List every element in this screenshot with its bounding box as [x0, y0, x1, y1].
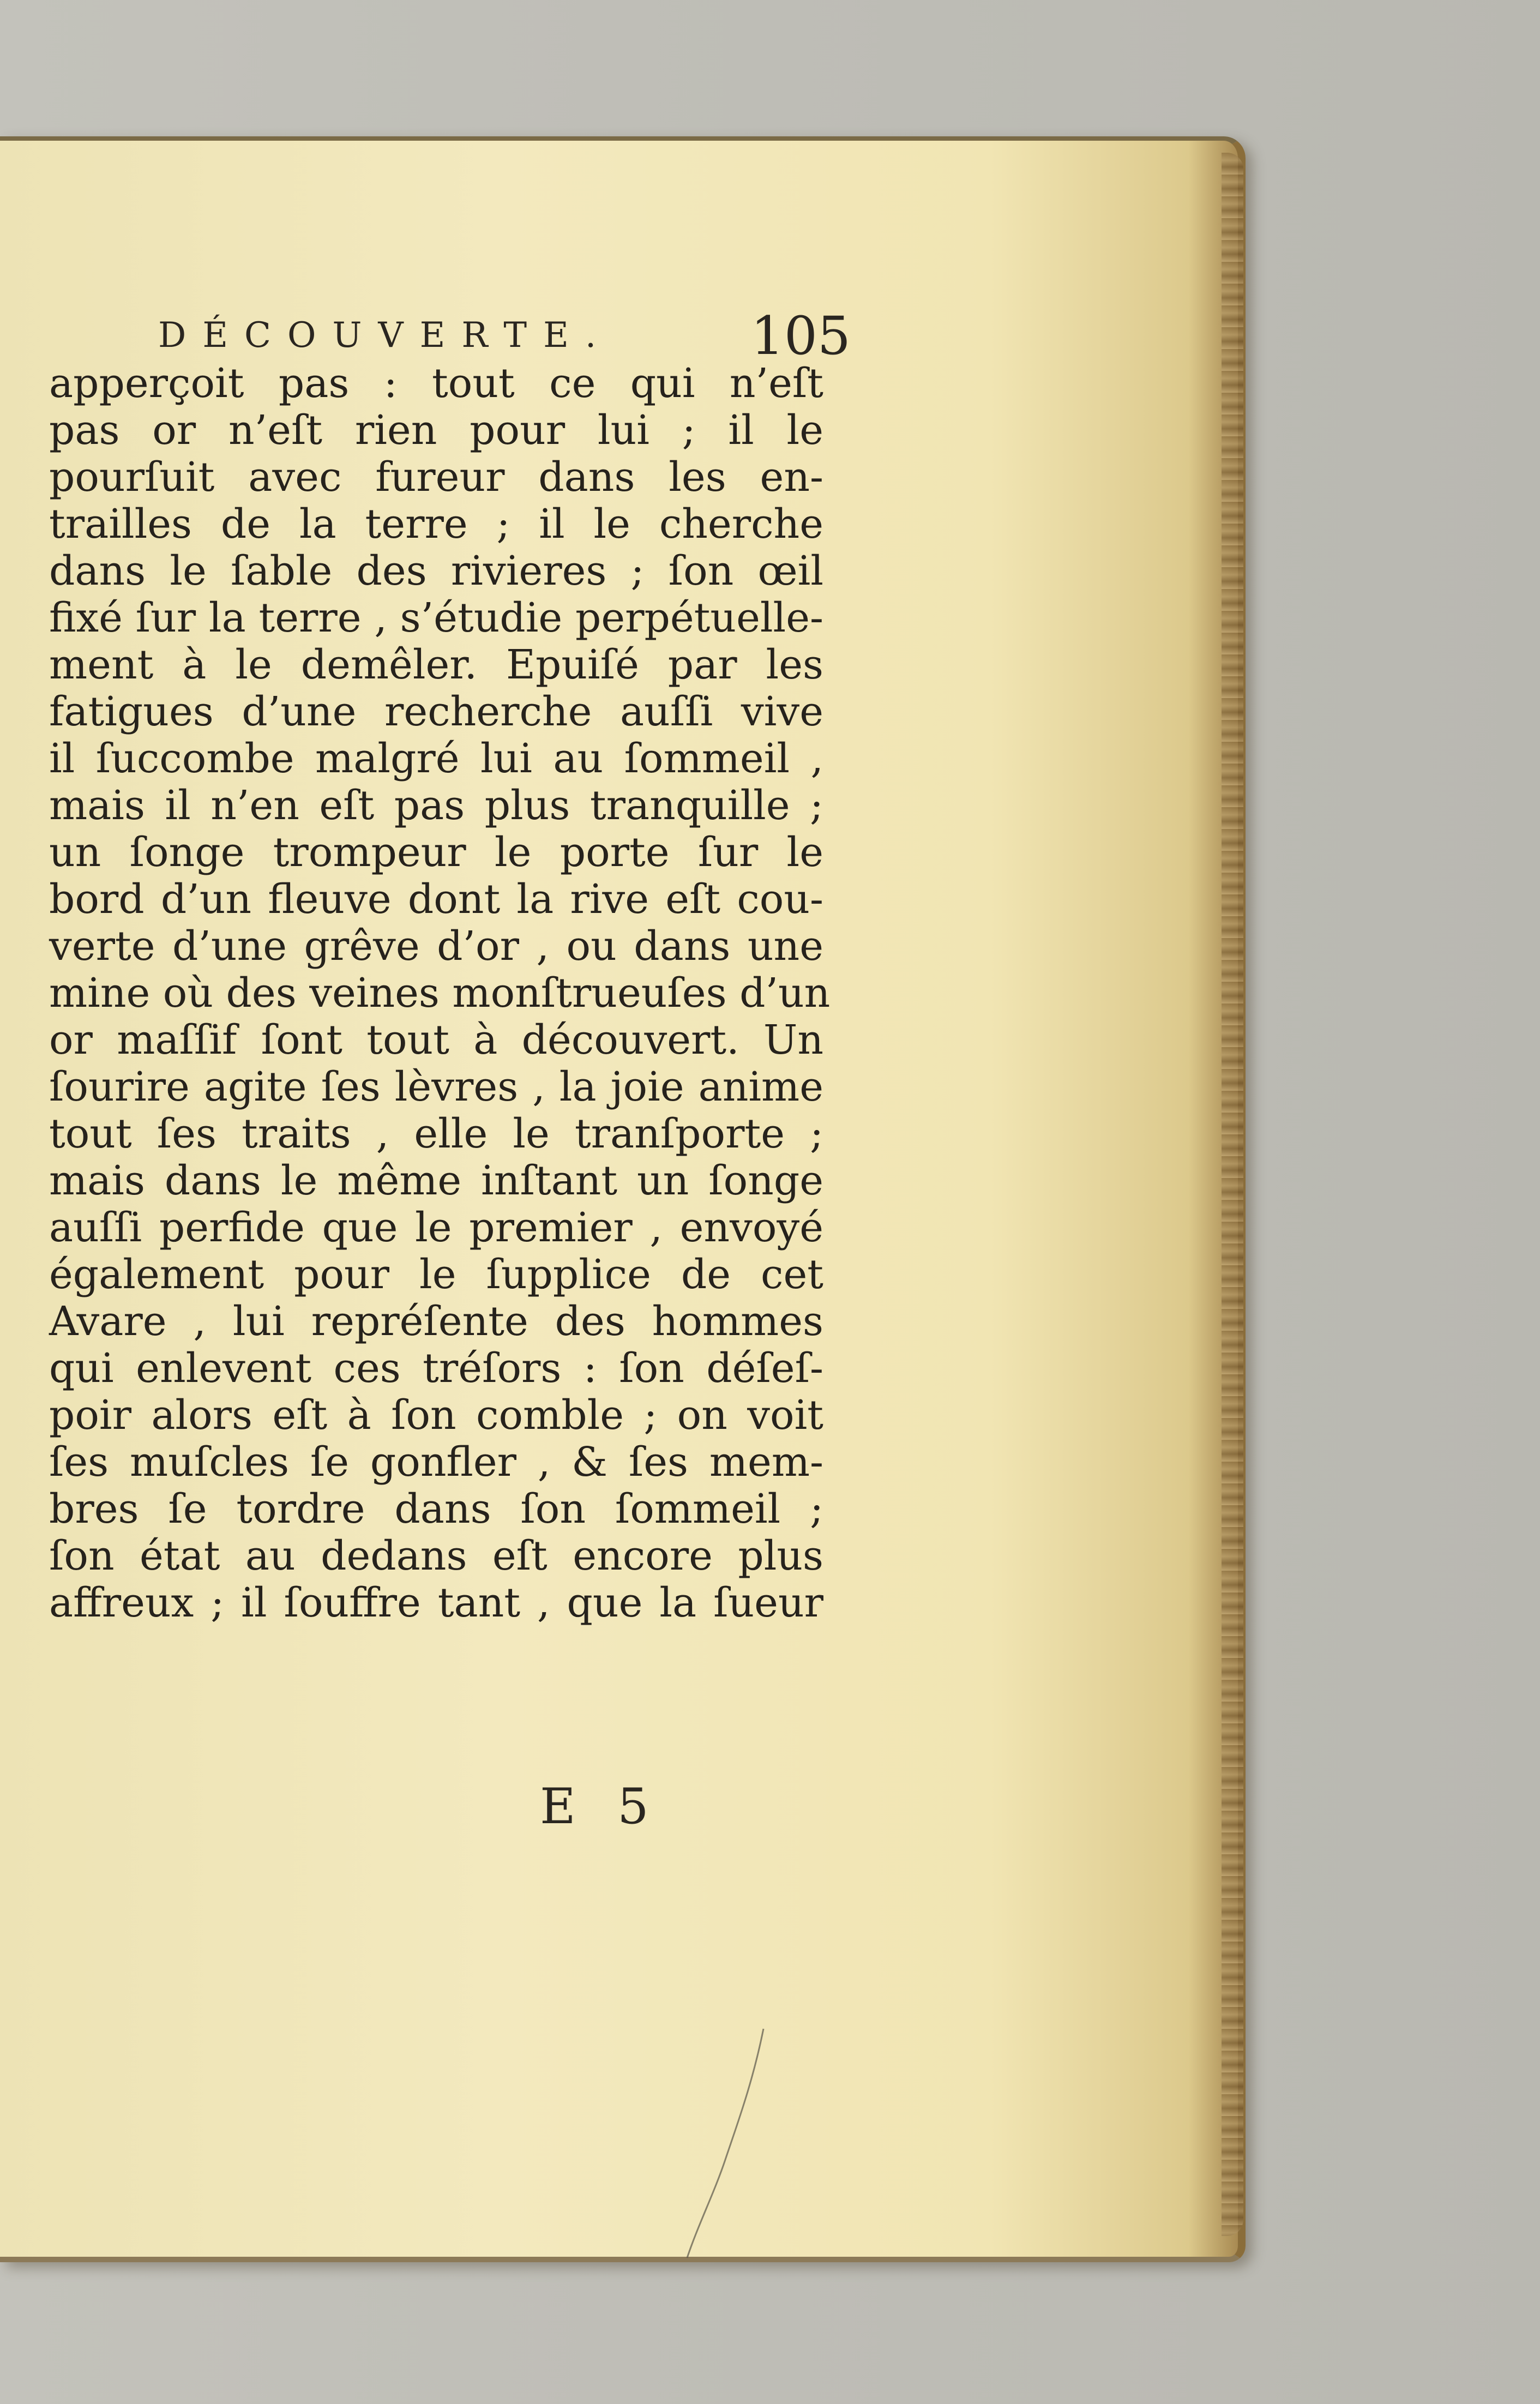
page-header	[158, 305, 851, 365]
text-line: il ſuccombe malgré lui au ſommeil ,	[49, 735, 823, 782]
pencil-mark	[682, 2018, 769, 2263]
text-line: fixé ſur la terre , s’étudie perpétuelle-	[49, 594, 823, 641]
body-text	[49, 360, 831, 1626]
page-number: 105	[750, 305, 851, 366]
text-line: tout ſes traits , elle le tranſporte ;	[49, 1110, 823, 1157]
text-line: qui enlevent ces tréſors : ſon déſeſ-	[49, 1345, 823, 1392]
text-line: pas or n’eſt rien pour lui ; il le	[49, 407, 823, 454]
text-line: bres ſe tordre dans ſon ſommeil ;	[49, 1486, 823, 1532]
text-line: auſſi perfide que le premier , envoyé	[49, 1204, 823, 1251]
text-line: ſon état au dedans eſt encore plus	[49, 1532, 823, 1579]
text-line: affreux ; il ſouffre tant , que la ſueur	[49, 1579, 823, 1626]
text-line: ſourire agite ſes lèvres , la joie anime	[49, 1063, 823, 1110]
text-line: bord d’un fleuve dont la rive eſt cou-	[49, 876, 823, 923]
text-line: or maſſif ſont tout à découvert. Un	[49, 1017, 823, 1063]
text-line: mais dans le même inſtant un ſonge	[49, 1157, 823, 1204]
text-line: ſes muſcles ſe gonfler , & ſes mem-	[49, 1439, 823, 1486]
running-title: DÉCOUVERTE.	[158, 315, 613, 356]
text-line: fatigues d’une recherche auſſi vive	[49, 688, 823, 735]
text-line: mais il n’en eſt pas plus tranquille ;	[49, 782, 823, 829]
text-line: Avare , lui repréſente des hommes	[49, 1298, 823, 1345]
text-line: également pour le ſupplice de cet	[49, 1251, 823, 1298]
text-line: poir alors eſt à ſon comble ; on voit	[49, 1392, 823, 1439]
text-line: un ſonge trompeur le porte ſur le	[49, 829, 823, 876]
signature-mark: E 5	[540, 1778, 662, 1835]
text-line: pourſuit avec fureur dans les en-	[49, 454, 823, 501]
text-line: dans le ſable des rivieres ; ſon œil	[49, 548, 823, 594]
text-line: verte d’une grêve d’or , ou dans une	[49, 923, 823, 970]
text-line: apperçoit pas : tout ce qui n’eſt	[49, 360, 823, 407]
text-line: mine où des veines monſtrueuſes d’un	[49, 970, 831, 1017]
text-line: ment à le demêler. Epuiſé par les	[49, 641, 823, 688]
text-line: trailles de la terre ; il le cherche	[49, 501, 823, 548]
page-edge	[1222, 153, 1243, 2236]
